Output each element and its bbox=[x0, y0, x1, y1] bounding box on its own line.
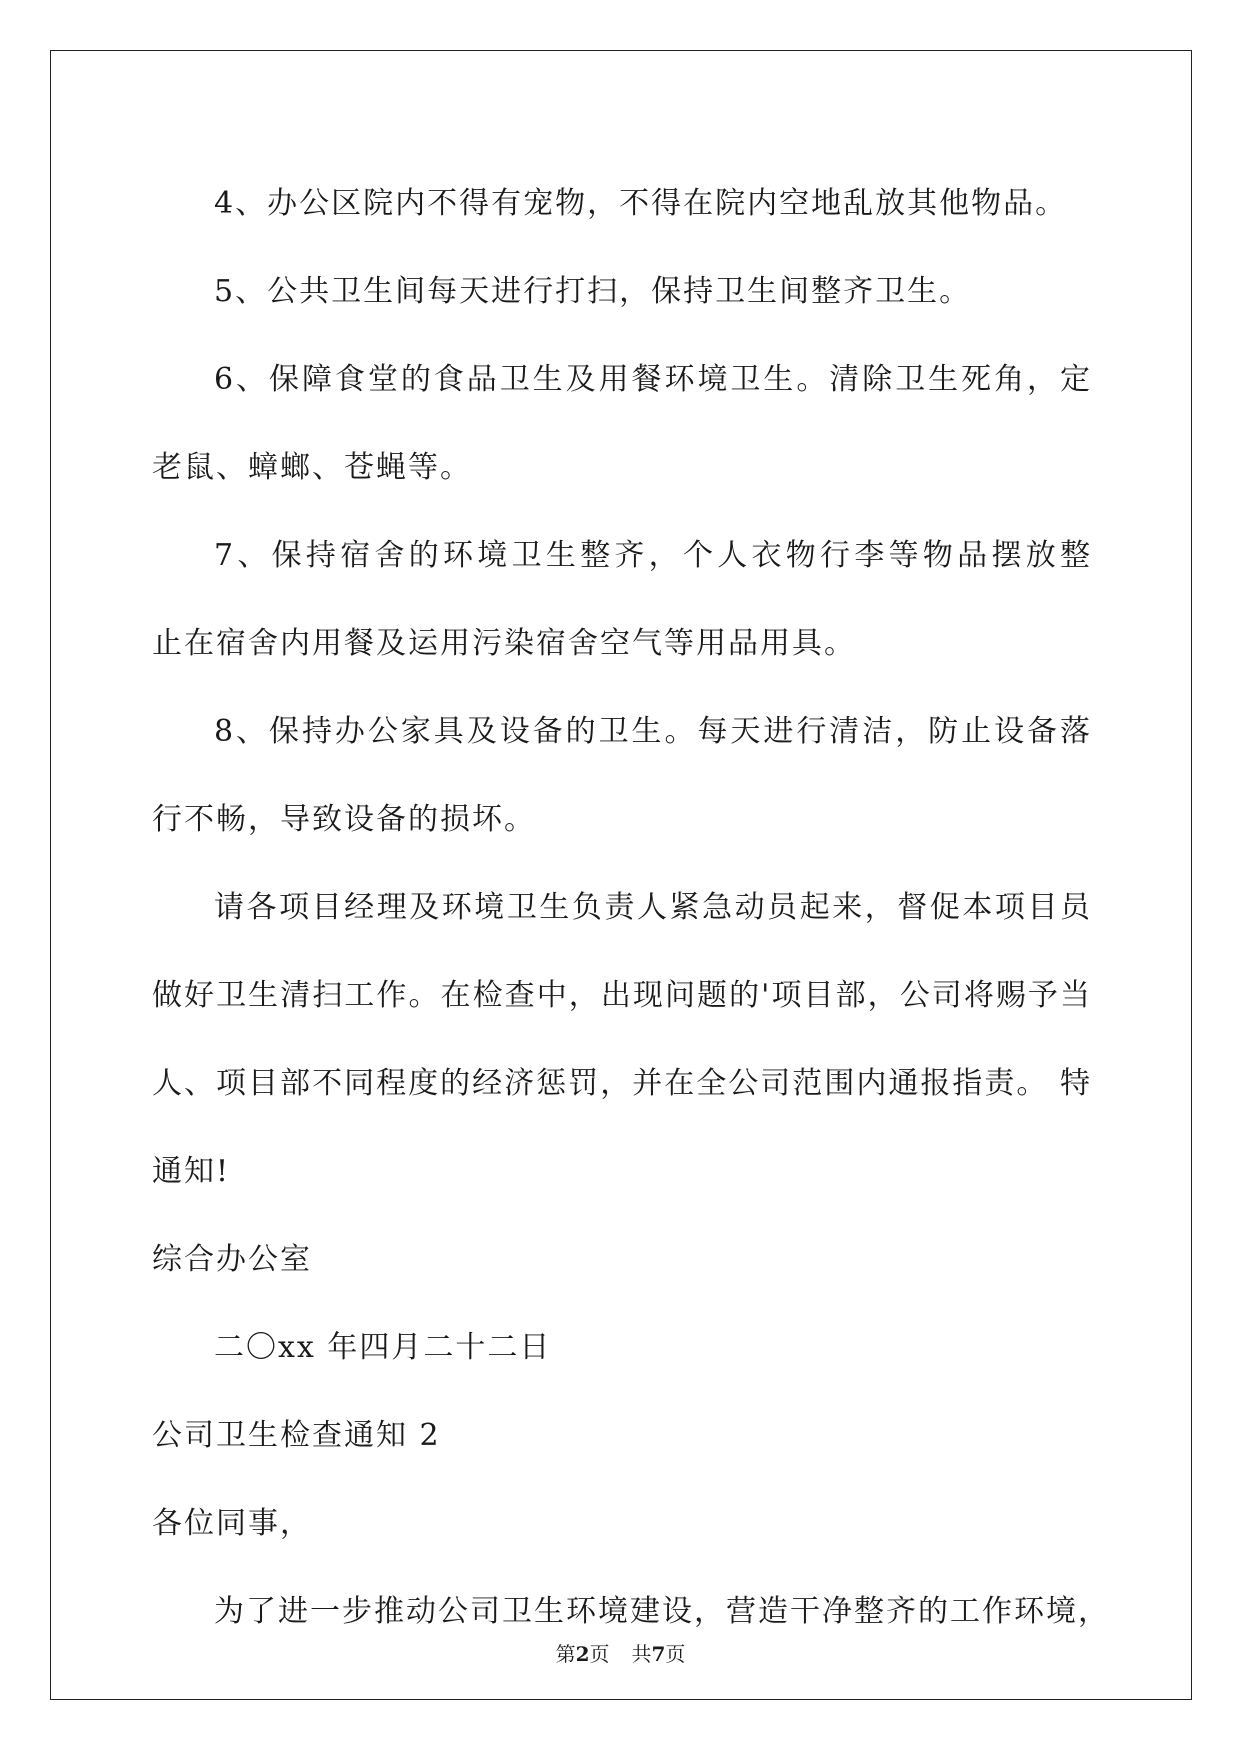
document-body bbox=[152, 160, 1110, 1656]
paragraph-line: 老鼠、蟑螂、苍蝇等。 bbox=[152, 450, 472, 485]
paragraph-line: 行不畅，导致设备的损坏。 bbox=[152, 802, 536, 837]
paragraph-line: 6、保障食堂的食品卫生及用餐环境卫生。清除卫生死角，定 bbox=[214, 362, 1092, 397]
section-title: 公司卫生检查通知 2 bbox=[152, 1418, 441, 1453]
paragraph-line: 请各项目经理及环境卫生负责人紧急动员起来，督促本项目员 bbox=[214, 890, 1092, 925]
paragraph-line: 为了进一步推动公司卫生环境建设，营造干净整齐的工作环境， bbox=[214, 1594, 1110, 1629]
salutation: 各位同事， bbox=[152, 1506, 312, 1541]
page-current: 2 bbox=[575, 1642, 590, 1666]
paragraph-line: 通知! bbox=[152, 1154, 231, 1189]
paragraph-line: 止在宿舍内用餐及运用污染宿舍空气等用品用具。 bbox=[152, 626, 856, 661]
paragraph-line: 做好卫生清扫工作。在检查中，出现问题的'项目部，公司将赐予当 bbox=[152, 978, 1092, 1013]
page-total: 7 bbox=[651, 1642, 666, 1666]
page-footer bbox=[0, 1638, 1241, 1667]
total-prefix: 共 bbox=[631, 1642, 652, 1666]
signature-date: 二〇xx 年四月二十二日 bbox=[214, 1330, 552, 1365]
page-prefix: 第 bbox=[555, 1642, 576, 1666]
total-suffix: 页 bbox=[665, 1642, 686, 1666]
page-suffix: 页 bbox=[589, 1642, 610, 1666]
paragraph-line: 5、公共卫生间每天进行打扫，保持卫生间整齐卫生。 bbox=[214, 274, 972, 309]
paragraph-line: 8、保持办公家具及设备的卫生。每天进行清洁，防止设备落 bbox=[214, 714, 1092, 749]
paragraph-line: 4、办公区院内不得有宠物，不得在院内空地乱放其他物品。 bbox=[214, 186, 1068, 221]
signature-department: 综合办公室 bbox=[152, 1242, 312, 1277]
paragraph-line: 7、保持宿舍的环境卫生整齐，个人衣物行李等物品摆放整 bbox=[214, 538, 1092, 573]
paragraph-line: 人、项目部不同程度的经济惩罚，并在全公司范围内通报指责。 特 bbox=[152, 1066, 1092, 1101]
